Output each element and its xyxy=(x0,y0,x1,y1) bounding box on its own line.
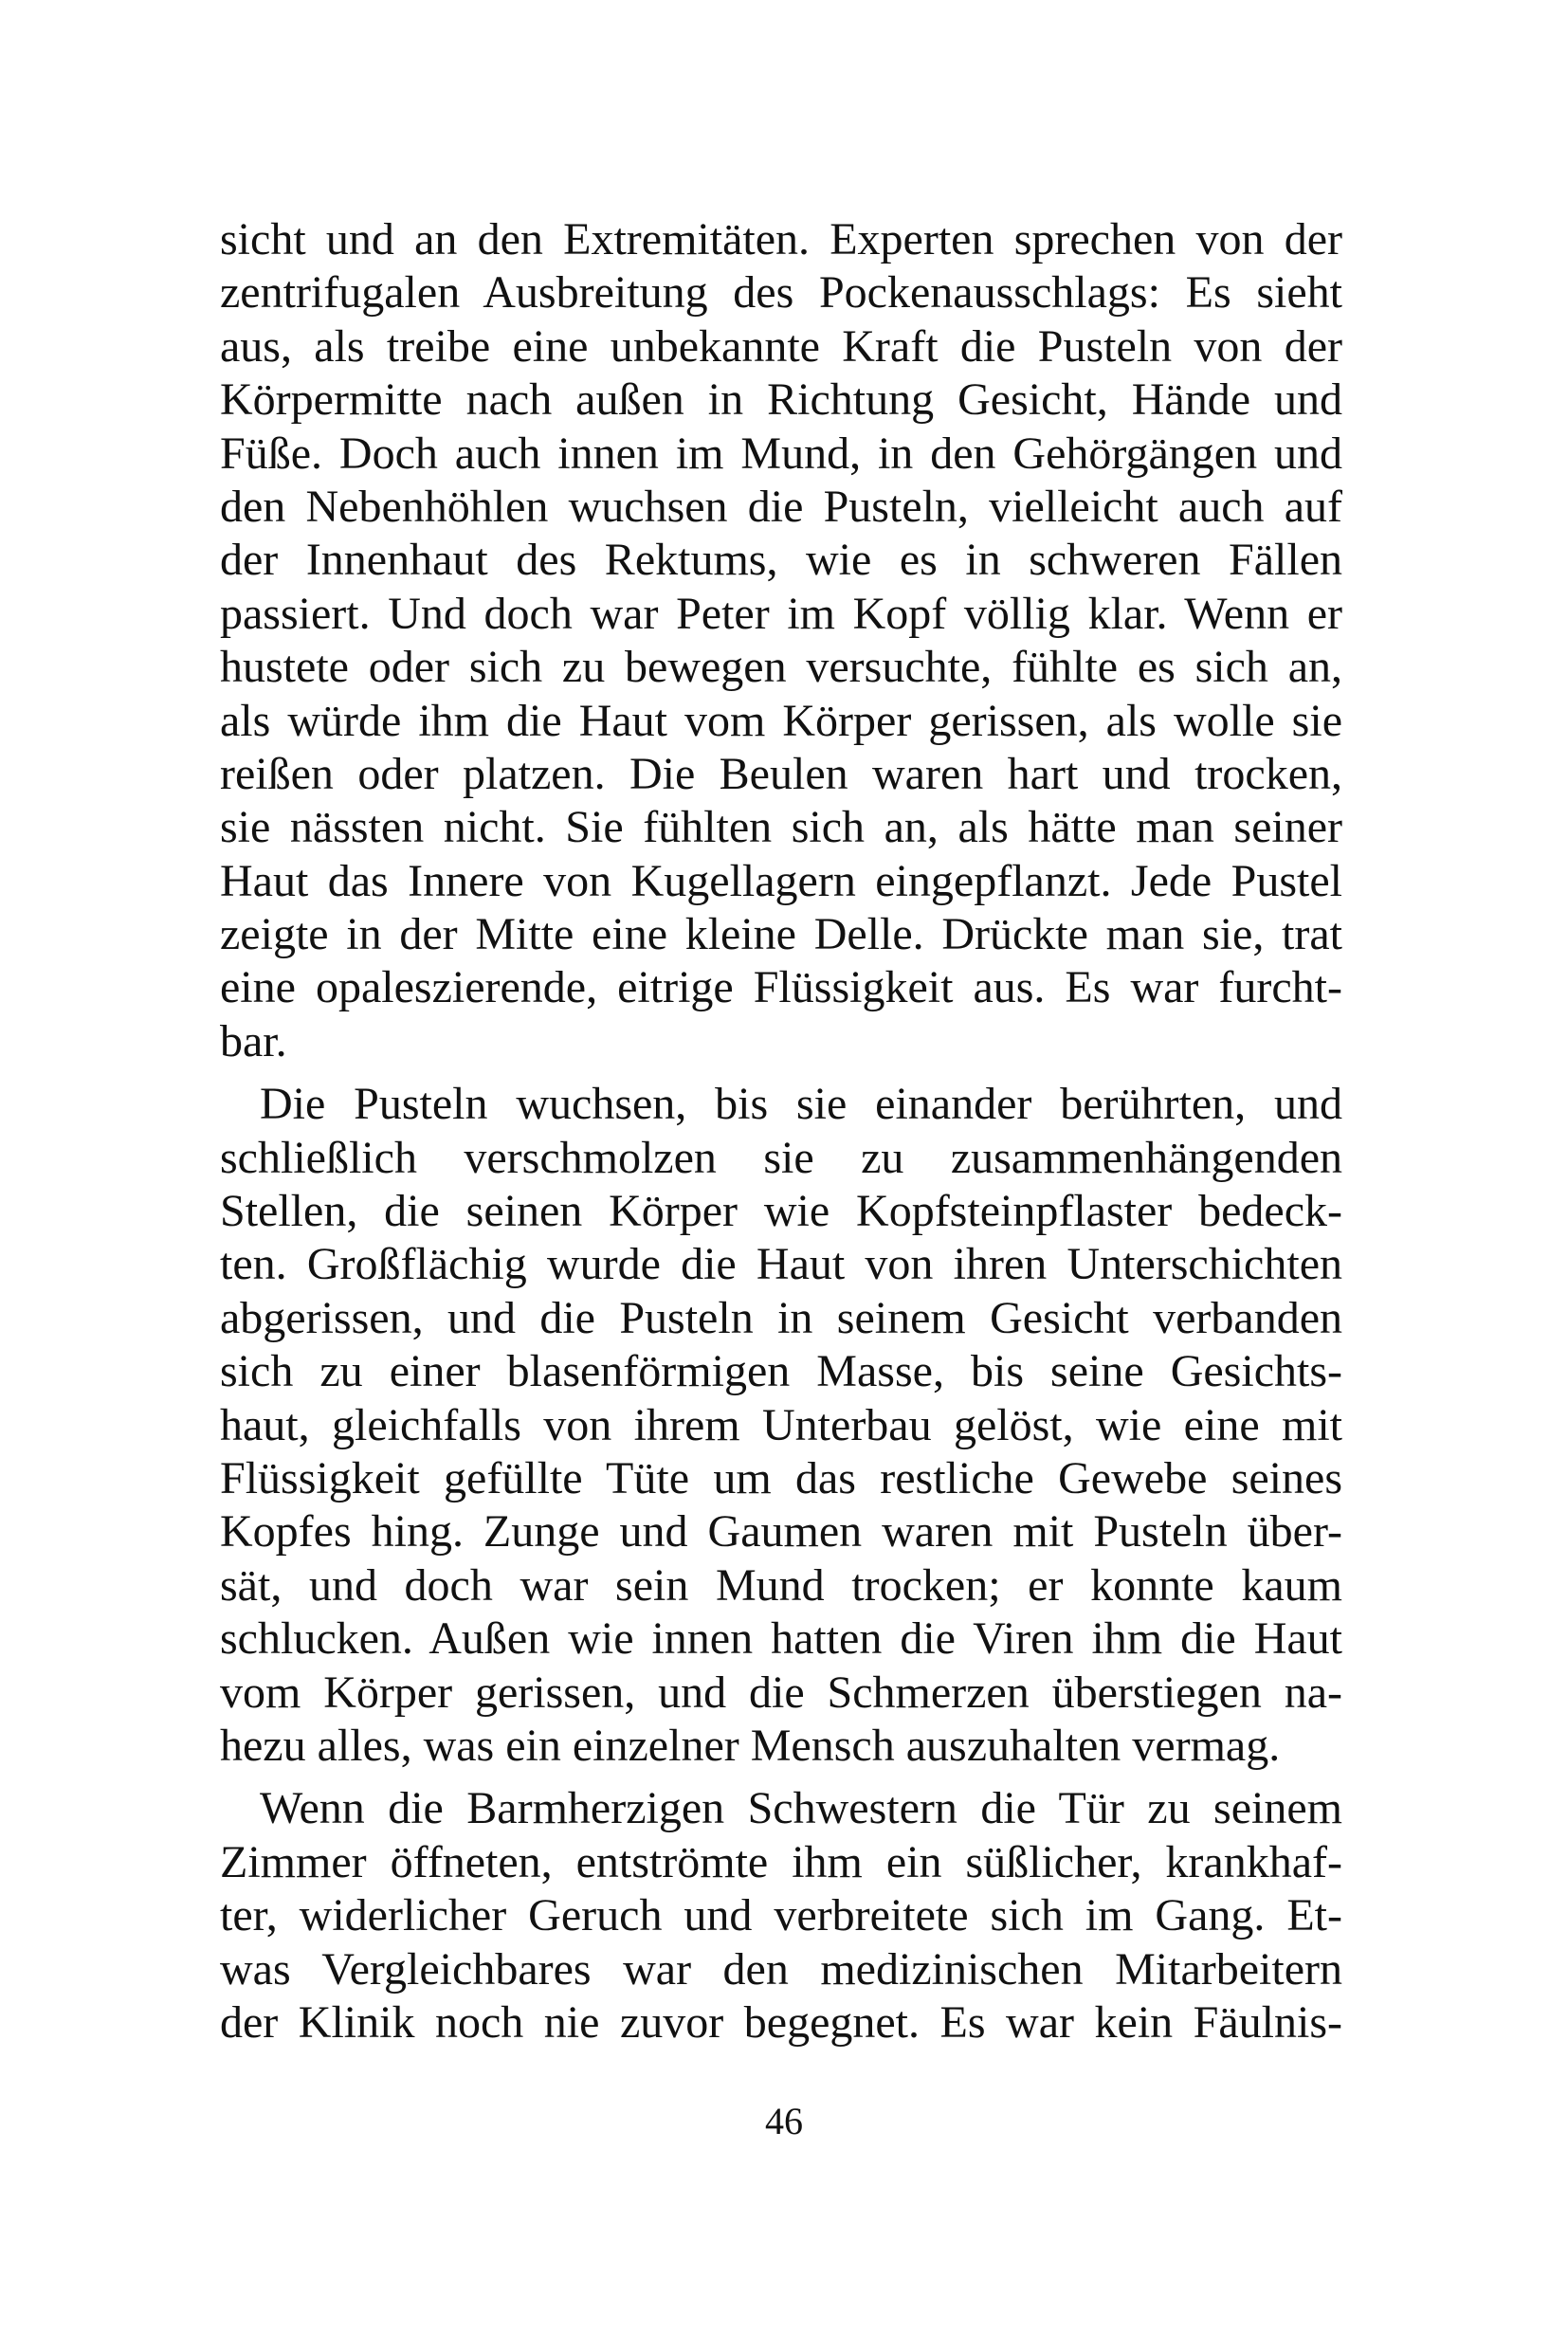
text-line: sät, und doch war sein Mund trocken; er konnte kaum xyxy=(220,1559,1342,1611)
text-line: sich zu einer blasenförmigen Masse, bis seine Gesichts- xyxy=(220,1346,1342,1397)
text-line: abgerissen, und die Pusteln in seinem Gesicht verbanden xyxy=(220,1292,1342,1343)
text-line: bar. xyxy=(220,1015,287,1066)
text-line: zentrifugalen Ausbreitung des Pockenausschlags: Es sieht xyxy=(220,267,1342,319)
body-text xyxy=(220,213,1342,2049)
text-line: aus, als treibe eine unbekannte Kraft die Pusteln von der xyxy=(220,320,1342,372)
text-line: vom Körper gerissen, und die Schmerzen überstiegen na- xyxy=(220,1667,1342,1718)
text-line: Haut das Innere von Kugellagern eingepflanzt. Jede Pustel xyxy=(220,855,1342,906)
text-line: reißen oder platzen. Die Beulen waren hart und trocken, xyxy=(220,748,1342,799)
text-line: Die Pusteln wuchsen, bis sie einander berührten, und xyxy=(260,1079,1342,1130)
text-line: schlucken. Außen wie innen hatten die Viren ihm die Haut xyxy=(220,1613,1342,1665)
text-line: ter, widerlicher Geruch und verbreitete sich im Gang. Et- xyxy=(220,1890,1342,1941)
paragraph-1 xyxy=(220,213,1342,1068)
page-number: 46 xyxy=(765,2100,803,2142)
text-line: sie nässten nicht. Sie fühlten sich an, als hätte man seiner xyxy=(220,802,1342,853)
paragraph-3 xyxy=(220,1782,1342,2049)
text-line: der Innenhaut des Rektums, wie es in schweren Fällen xyxy=(220,535,1342,586)
text-line: der Klinik noch nie zuvor begegnet. Es war kein Fäulnis- xyxy=(220,1996,1342,2048)
text-line: Zimmer öffneten, entströmte ihm ein süßlicher, krankhaf- xyxy=(220,1836,1342,1887)
text-line: als würde ihm die Haut vom Körper gerissen, als wolle sie xyxy=(220,695,1342,746)
text-line: passiert. Und doch war Peter im Kopf völlig klar. Wenn er xyxy=(220,588,1342,639)
text-line: haut, gleichfalls von ihrem Unterbau gelöst, wie eine mit xyxy=(220,1399,1342,1450)
text-line: Füße. Doch auch innen im Mund, in den Gehörgängen und xyxy=(220,428,1342,479)
text-line: Stellen, die seinen Körper wie Kopfsteinpflaster bedeck- xyxy=(220,1186,1342,1237)
text-line: Flüssigkeit gefüllte Tüte um das restliche Gewebe seines xyxy=(220,1452,1342,1503)
text-line: Wenn die Barmherzigen Schwestern die Tür zu seinem xyxy=(260,1783,1342,1834)
text-line: was Vergleichbares war den medizinischen Mitarbeitern xyxy=(220,1943,1342,1995)
paragraph-2 xyxy=(220,1078,1342,1773)
text-line: hustete oder sich zu bewegen versuchte, fühlte es sich an, xyxy=(220,642,1342,693)
text-line: Kopfes hing. Zunge und Gaumen waren mit Pusteln über- xyxy=(220,1506,1342,1558)
text-line: Körpermitte nach außen in Richtung Gesicht, Hände und xyxy=(220,374,1342,426)
text-line: schließlich verschmolzen sie zu zusammenhängenden xyxy=(220,1132,1342,1183)
text-line: sicht und an den Extremitäten. Experten sprechen von der xyxy=(220,214,1342,264)
text-line: den Nebenhöhlen wuchsen die Pusteln, vielleicht auch auf xyxy=(220,481,1342,532)
text-line: ten. Großflächig wurde die Haut von ihren Unterschichten xyxy=(220,1239,1342,1290)
text-line: hezu alles, was ein einzelner Mensch auszuhalten vermag. xyxy=(220,1720,1281,1771)
text-line: eine opaleszierende, eitrige Flüssigkeit aus. Es war furcht- xyxy=(220,962,1342,1013)
text-line: zeigte in der Mitte eine kleine Delle. Drückte man sie, trat xyxy=(220,909,1342,960)
